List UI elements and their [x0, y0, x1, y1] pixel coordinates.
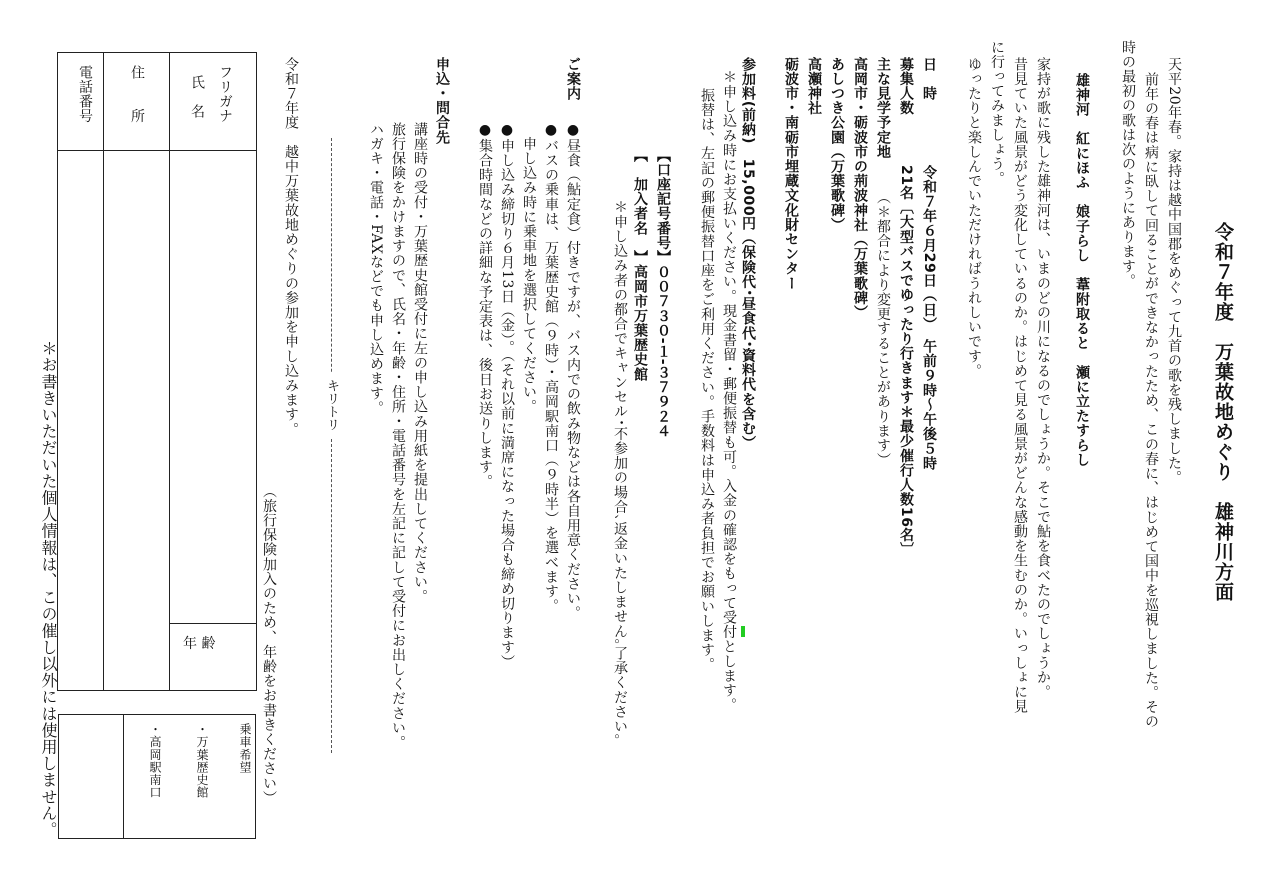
page-title: 令和７年度 万葉故地めぐり 雄神川方面	[1212, 222, 1234, 602]
intro-line-2: 前年の春は病に臥して回ることができなかったため、この春に、はじめて国中を巡視しました。その	[1143, 72, 1159, 729]
name-field[interactable]	[170, 151, 255, 622]
poem: 雄神河 紅にほふ 娘子らし 葦附取ると 瀬に立たすらし	[1074, 73, 1090, 468]
apply-line-3: ハガキ・電話・FAXなどでも申し込めます。	[368, 122, 384, 416]
intro-para-3: に行ってみましょう。	[989, 40, 1005, 186]
cancel-policy: ＊申し込み者の都合でキャンセル･不参加の場合､返金いたしません｡了承ください｡	[612, 200, 628, 742]
place-3: 高瀬神社	[806, 57, 822, 116]
guide-item-3: ●申し込み締切り６月13日（金）。（それ以前に満席になった場合も締め切ります）	[499, 122, 515, 670]
application-form	[57, 52, 257, 691]
phone-field[interactable]	[59, 151, 102, 688]
account-holder: 【 加入者名 】高岡市万葉歴史館	[632, 148, 648, 382]
guide-item-1: ●昼食（鮎定食）付きですが、バス内での飲み物などは各自用意ください。	[565, 122, 581, 621]
bus-title: 乗車希望	[238, 723, 252, 774]
apply-line-2: 旅行保険をかけますので、氏名・年齢・住所・電話番号を左記に記して受付にお出しください。	[390, 122, 406, 750]
age-label: 年 齢	[183, 636, 216, 652]
intro-line-3: 時の最初の歌は次のようにあります。	[1120, 40, 1136, 289]
date-value: 令和７年６月29日（日） 午前９時～午後５時	[921, 165, 937, 471]
name-label: 氏 名	[189, 75, 205, 119]
date-label: 日 時	[921, 57, 937, 101]
intro-line-1: 天平20年春。家持は越中国郡をめぐって九首の歌を残しました。	[1166, 57, 1182, 485]
places-note: （＊都合により変更することがあります）	[875, 190, 891, 468]
capacity-value: 21名〔大型バスでゆったり行きます＊最少催行人数16名〕	[898, 165, 914, 557]
guide-label: ご案内	[565, 57, 581, 101]
guide-item-4: ●集合時間などの詳細な予定表は、後日お送りします。	[477, 122, 493, 489]
phone-label: 電話番号	[77, 65, 93, 124]
intro-para-1: 家持が歌に残した雄神河は、いまのどの川になるのでしょうか。そこで鮎を食べたのでしょうか。	[1035, 57, 1051, 700]
place-2: あしつき公園（万葉歌碑）	[829, 57, 845, 233]
capacity-label: 募集人数	[898, 57, 914, 116]
cut-line	[331, 138, 332, 753]
fee-note-1: ＊申し込み時にお支払いください。現金書留・郵便振替も可。入金の確認をもって受付とします。	[721, 70, 737, 713]
intro-para-4: ゆったりと楽しんでいただければうれしいです。	[966, 57, 982, 379]
place-4: 砺波市・南砺市埋蔵文化財センター	[783, 57, 799, 291]
bus-preference-box	[58, 714, 256, 839]
apply-label: 申込・問合先	[434, 57, 450, 145]
age-divider	[169, 623, 256, 624]
address-label: 住 所	[129, 65, 145, 124]
privacy-note: ＊お書きいただいた個人情報は、この催し以外には使用しません。	[39, 340, 58, 838]
bus-divider	[123, 715, 124, 838]
apply-line-1: 講座時の受付・万葉歴史館受付に左の申し込み用紙を提出してください。	[412, 122, 428, 604]
cut-label: キリトリ	[322, 373, 341, 437]
fee-label: 参加料(前納) 15,000円（保険代･昼食代･資料代を含む）	[740, 57, 756, 451]
place-1: 高岡市・砺波市の荊波神社（万葉歌碑）	[852, 57, 868, 320]
fee-note-2: 振替は、左記の郵便振替口座をご利用ください。手数料は申込み者負担でお願いします。	[699, 88, 715, 672]
places-label: 主な見学予定地	[875, 57, 891, 160]
age-field[interactable]	[170, 653, 255, 688]
intro-para-2: 昔見ていた風景がどう変化しているのか。はじめて見る風景がどんな感動を生むのか。いっしょに見	[1012, 57, 1028, 714]
guide-item-2b: 申し込み時に乗車地を選択してください。	[521, 122, 537, 414]
account-number: 【口座記号番号】００７３０-１-３７９２４	[655, 148, 671, 439]
bus-option-museum[interactable]: ・万葉歴史館	[195, 723, 209, 799]
bus-option-station[interactable]: ・高岡駅南口	[148, 723, 162, 799]
cursor-marker	[741, 626, 745, 637]
guide-item-2: ●バスの乗車は、万葉歴史館（９時）・高岡駅南口（９時半）を選べます。	[543, 122, 559, 614]
furigana-label: フリガナ	[217, 65, 233, 124]
form-statement: 令和７年度 越中万葉故地めぐりの参加を申し込みます。	[283, 57, 299, 437]
address-field[interactable]	[104, 151, 168, 688]
insurance-note: （旅行保険加入のため、年齢をお書きください）	[261, 484, 277, 806]
